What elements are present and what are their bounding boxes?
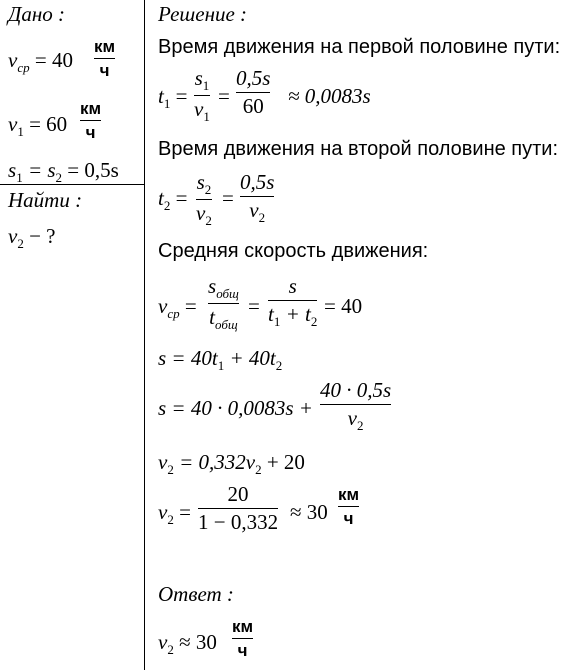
given-s-relation: $s_1 = s_2 = 0,5s$ xyxy=(8,158,119,185)
t1-result: ≈ 0,0083s xyxy=(288,84,371,108)
vavg-result: = 40 xyxy=(324,294,363,318)
vavg-frac-1: $s_{общ}$ $t_{общ}$ xyxy=(208,274,239,332)
given-v-avg-unit: км ч xyxy=(94,37,116,80)
given-heading: Дано : xyxy=(8,2,66,26)
solution-text-3: Средняя скорость движения: xyxy=(158,240,429,262)
t2-lhs: $t_2$ = xyxy=(158,186,188,213)
vavg-lhs: $v_{ср}$ = xyxy=(158,294,197,321)
answer-unit: км ч xyxy=(232,617,254,660)
t1-lhs: $t_1$ = xyxy=(158,84,188,111)
vavg-eq: = xyxy=(248,294,260,318)
find-heading: Найти : xyxy=(8,188,83,212)
find-target: $v_2$ − ? xyxy=(8,224,56,251)
given-v1-unit: км ч xyxy=(80,99,102,142)
line-v2b-lhs: $v_2$ = xyxy=(158,500,191,527)
line-s: $s = 40t_1 + 40t_2$ xyxy=(158,346,283,373)
t1-frac-2: 0,5s 60 xyxy=(236,66,271,118)
given-v1: $v_1 = 60$ xyxy=(8,112,68,139)
line-v2b-approx: ≈ 30 xyxy=(290,500,328,524)
line-v2: $v_2 = 0,332v_2 + 20$ xyxy=(158,450,305,477)
t1-eq: = xyxy=(218,84,230,108)
t2-frac-1: $s_2$ $v_2$ xyxy=(196,170,212,228)
line-s2: s = 40 · 0,0083s + xyxy=(158,396,313,420)
given-v-avg: $v_{ср} = 40$ xyxy=(8,48,73,75)
solution-heading: Решение : xyxy=(158,2,248,26)
column-divider xyxy=(144,0,145,670)
line-v2b-frac: 20 1 − 0,332 xyxy=(198,482,279,534)
vavg-frac-2: s $t_1 + t_2$ xyxy=(268,274,318,329)
solution-text-2: Время движения на второй половине пути: xyxy=(158,138,559,160)
answer-heading: Ответ : xyxy=(158,582,234,606)
solution-text-1: Время движения на первой половине пути: xyxy=(158,36,561,58)
t2-eq: = xyxy=(222,186,234,210)
line-v2b-unit: км ч xyxy=(338,485,360,528)
answer-value: $v_2 \approx 30$ xyxy=(158,630,217,657)
t2-frac-2: 0,5s $v_2$ xyxy=(240,170,275,225)
line-s2-frac: 40 · 0,5s $v_2$ xyxy=(320,378,392,433)
t1-frac-1: $s_1$ $v_1$ xyxy=(194,66,210,124)
